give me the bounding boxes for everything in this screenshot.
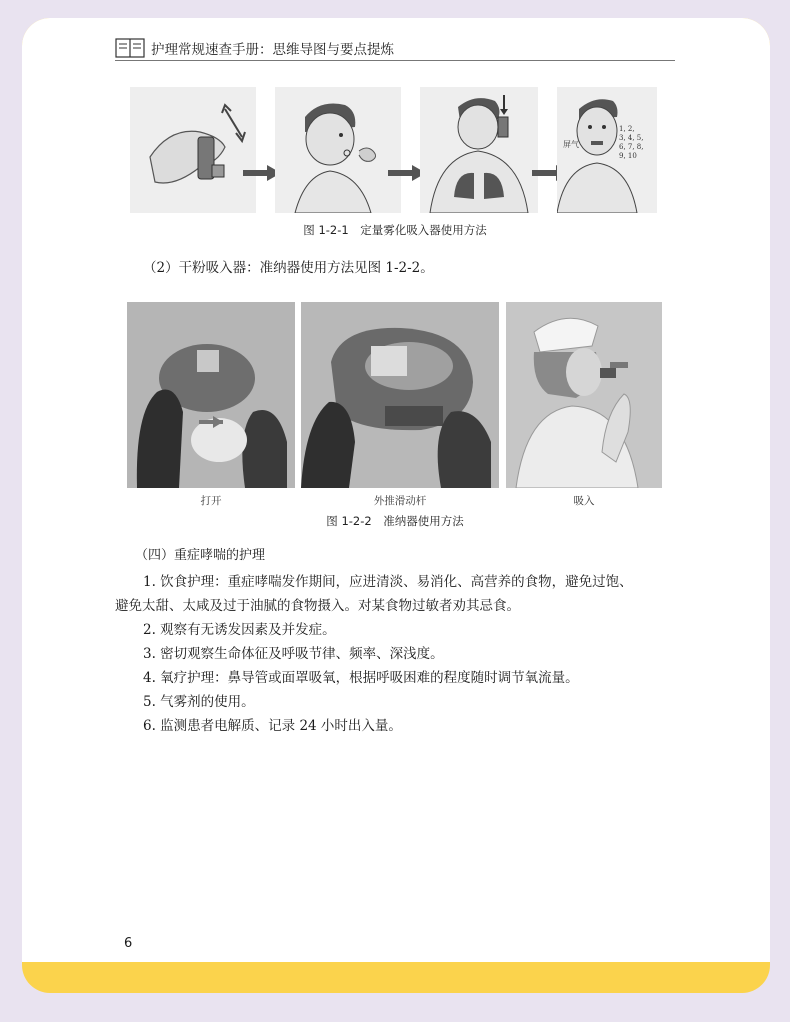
figure1-panel-exhale xyxy=(275,87,401,213)
hold-breath-text: 屏气 xyxy=(563,140,579,149)
figure1-panel-inhale xyxy=(420,87,538,213)
section-item-6: 6. 监测患者电解质、记录 24 小时出入量。 xyxy=(143,718,402,734)
figure1-panel-shake-inhaler xyxy=(130,87,256,213)
figure1-panel-hold-breath xyxy=(557,87,657,213)
figure2-photo-slide-lever xyxy=(301,302,499,488)
figure2-label-inhale: 吸入 xyxy=(573,495,595,507)
intro-line: （2）干粉吸入器：准纳器使用方法见图 1-2-2。 xyxy=(143,260,434,276)
page-number: 6 xyxy=(124,936,133,951)
figure2-photo-open xyxy=(127,302,295,488)
figure2-label-open: 打开 xyxy=(200,495,222,507)
section-item-3: 3. 密切观察生命体征及呼吸节律、频率、深浅度。 xyxy=(143,646,444,662)
figure2-label-slide-lever: 外推滑动杆 xyxy=(373,495,427,507)
section-item-1b: 避免太甜、太咸及过于油腻的食物摄入。对某食物过敏者劝其忌食。 xyxy=(115,598,520,614)
book-icon xyxy=(115,38,145,58)
figure2-photo-inhale xyxy=(506,302,662,488)
header-title: 护理常规速查手册：思维导图与要点提炼 xyxy=(151,42,394,58)
figure1-caption: 图 1-2-1 定量雾化吸入器使用方法 xyxy=(303,223,487,237)
running-header xyxy=(115,36,675,61)
count-text: 1, 2, 3, 4, 5, 6, 7, 8, 9, 10 xyxy=(619,125,644,160)
section-item-1a: 1. 饮食护理：重症哮喘发作期间，应进清淡、易消化、高营养的食物，避免过饱、 xyxy=(143,574,633,590)
section-item-4: 4. 氧疗护理：鼻导管或面罩吸氧，根据呼吸困难的程度随时调节氧流量。 xyxy=(143,670,579,686)
section-title: （四）重症哮喘的护理 xyxy=(135,548,266,563)
section-item-5: 5. 气雾剂的使用。 xyxy=(143,694,255,710)
figure2-caption: 图 1-2-2 准纳器使用方法 xyxy=(326,514,464,528)
section-item-2: 2. 观察有无诱发因素及并发症。 xyxy=(143,622,336,638)
